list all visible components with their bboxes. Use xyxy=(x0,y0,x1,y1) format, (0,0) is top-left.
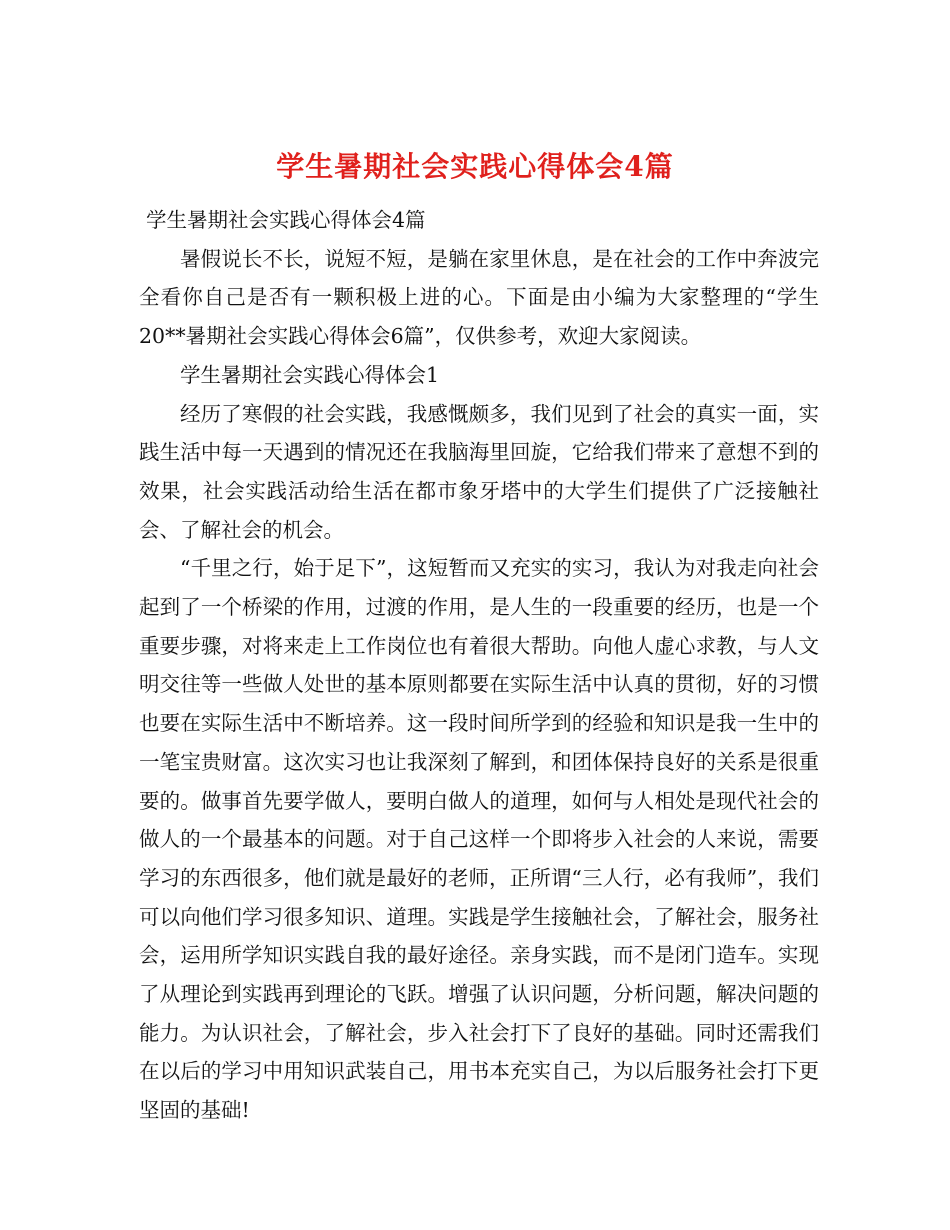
body-paragraph-2: “千里之行，始于足下”，这短暂而又充实的实习，我认为对我走向社会起到了一个桥梁的作用，过渡的作用，是人生的一段重要的经历，也是一个重要步骤，对将来走上工作岗位也有着很大帮助。向他人虚心求教，与人文明交往等一些做人处世的基本原则都要在实际生活中认真的贯彻，好的习惯也要在实际生活中不断培养。这一段时间所学到的经验和知识是我一生中的一笔宝贵财富。这次实习也让我深刻了解到，和团体保持良好的关系是很重要的。做事首先要学做人，要明白做人的道理，如何与人相处是现代社会的做人的一个最基本的问题。对于自己这样一个即将步入社会的人来说，需要学习的东西很多，他们就是最好的老师，正所谓“三人行，必有我师”，我们可以向他们学习很多知识、道理。实践是学生接触社会，了解社会，服务社会，运用所学知识实践自我的最好途径。亲身实践，而不是闭门造车。实现了从理论到实践再到理论的飞跃。增强了认识问题，分析问题，解决问题的能力。为认识社会，了解社会，步入社会打下了良好的基础。同时还需我们在以后的学习中用知识武装自己，用书本充实自己，为以后服务社会打下更坚固的基础! xyxy=(139,556,819,1123)
body-paragraph-1: 经历了寒假的社会实践，我感慨颇多，我们见到了社会的真实一面，实践生活中每一天遇到的情况还在我脑海里回旋，它给我们带来了意想不到的效果，社会实践活动给生活在都市象牙塔中的大学生们提供了广泛接触社会、了解社会的机会。 xyxy=(139,401,819,542)
intro-paragraph: 暑假说长不长，说短不短，是躺在家里休息，是在社会的工作中奔波完全看你自己是否有一颗积极上进的心。下面是由小编为大家整理的“学生20**暑期社会实践心得体会6篇”，仅供参考，欢迎大家阅读。 xyxy=(139,246,819,349)
section-heading: 学生暑期社会实践心得体会1 xyxy=(180,362,440,387)
document-body xyxy=(139,201,819,1130)
document-title: 学生暑期社会实践心得体会4篇 xyxy=(276,149,674,183)
document-subtitle: 学生暑期社会实践心得体会4篇 xyxy=(146,208,426,232)
